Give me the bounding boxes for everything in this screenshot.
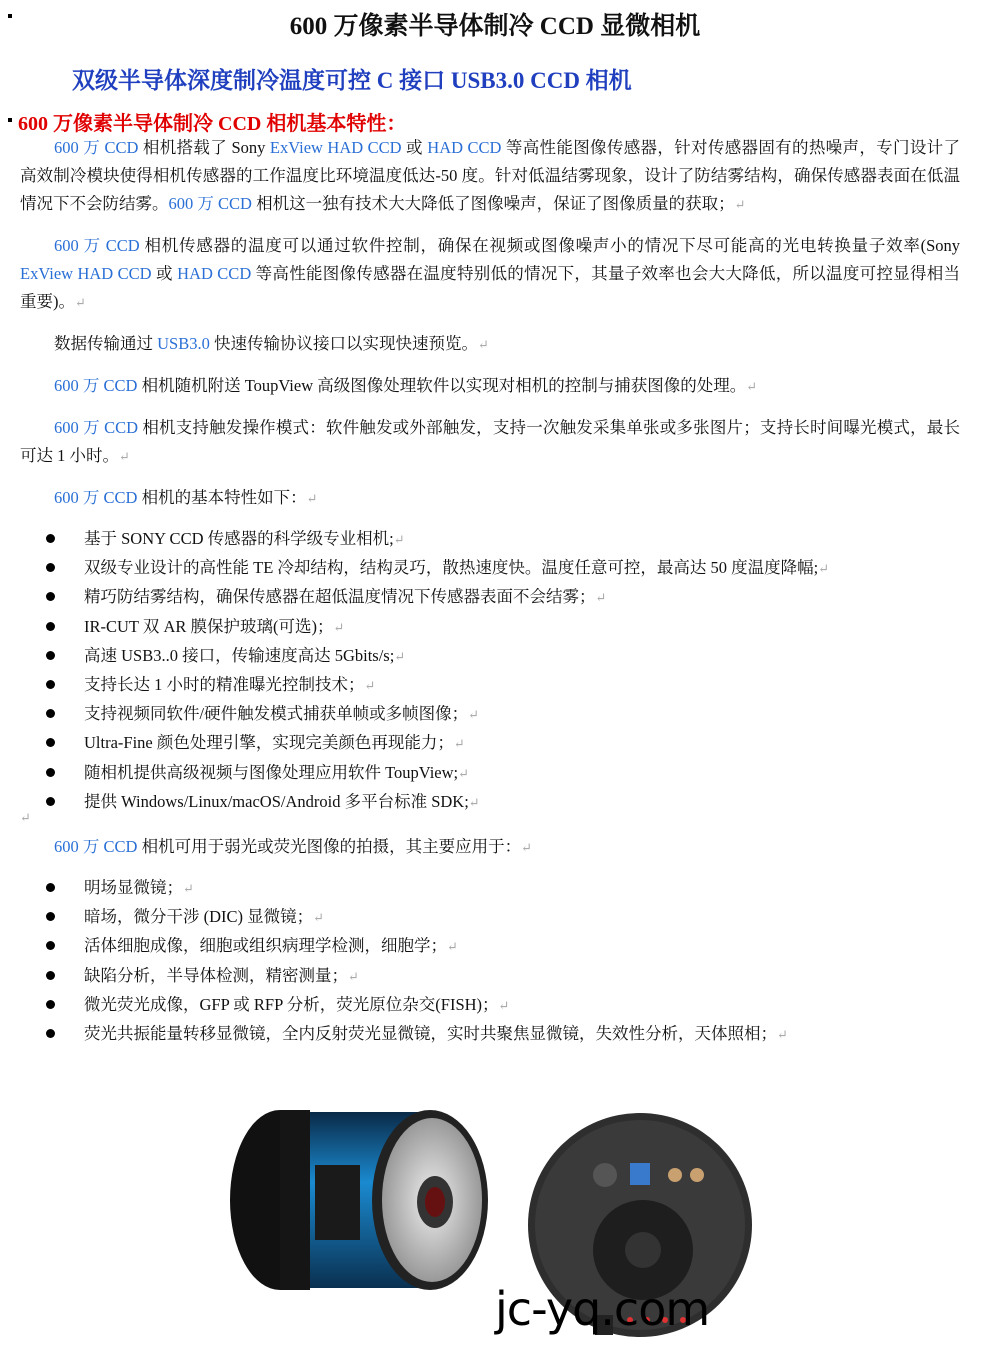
paragraph-mark: ↵ <box>468 707 479 723</box>
list-item-text: 基于 SONY CCD 传感器的科学级专业相机; <box>84 529 394 548</box>
usb3-port <box>630 1163 650 1185</box>
application-list <box>46 874 788 1049</box>
highlighted-text: 600 万 CCD <box>54 837 138 856</box>
paragraph-mark: ↵ <box>119 449 130 464</box>
highlighted-text: 600 万 CCD <box>54 138 139 157</box>
highlighted-text: 600 万 CCD <box>54 376 138 395</box>
bullet-mark <box>8 118 12 122</box>
paragraph-mark: ↵ <box>364 678 376 694</box>
feature-item <box>46 554 829 583</box>
paragraph-mark: ↵ <box>393 532 405 547</box>
text-segment: 相机可用于弱光或荧光图像的拍摄，其主要应用于： <box>137 837 522 856</box>
list-item-text: 高速 USB3..0 接口，传输速度高达 5Gbits/s; <box>84 645 395 665</box>
paragraph-mark: ↵ <box>734 197 746 212</box>
list-item-text: 暗场，微分干涉 (DIC) 显微镜； <box>84 907 314 927</box>
text-segment: 相机这一独有技术大大降低了图像噪声，保证了图像质量的获取； <box>251 194 735 213</box>
camera-front-image <box>220 1100 500 1310</box>
document-title: 600 万像素半导体制冷 CCD 显微相机 <box>289 13 701 40</box>
text-segment: 相机随机附送 ToupView 高级图像处理软件以实现对相机的控制与捕获图像的处理。 <box>137 376 747 395</box>
feature-item <box>46 788 829 817</box>
paragraph-mark: ↵ <box>20 810 31 825</box>
paragraph-mark: ↵ <box>818 561 830 577</box>
text-segment: 或 <box>401 138 428 157</box>
highlighted-text: HAD CCD <box>177 264 252 283</box>
paragraph-mark: ↵ <box>521 840 532 855</box>
text-segment: 快速传输协议接口以实现快速预览。 <box>209 334 478 353</box>
highlighted-text: 600 万 CCD <box>54 236 140 255</box>
paragraph-mark: ↵ <box>75 295 86 310</box>
text-segment: 相机的基本特性如下： <box>137 488 307 507</box>
paragraph-mark: ↵ <box>777 1027 788 1043</box>
paragraph <box>20 414 960 471</box>
highlighted-text: 600 万 CCD <box>168 194 252 213</box>
paragraph-mark: ↵ <box>746 379 758 394</box>
feature-item <box>46 759 829 788</box>
application-item <box>46 962 788 991</box>
text-segment: 等高性能图像传感器，针对传感器固有的热噪声，专门设计了高效制冷模块使得相机传感器的工作温度比环境温度低达-50 度。针对低温结雾现象，设计了防结雾结构，确保传感器表面在低温情况下不会防结雾。 <box>20 138 960 213</box>
text-segment: 数据传输通过 <box>54 334 158 353</box>
highlighted-text: ExView HAD CCD <box>20 264 152 283</box>
list-item-text: 支持长达 1 小时的精准曝光控制技术； <box>84 675 365 695</box>
paragraph-mark: ↵ <box>313 910 325 926</box>
paragraph-mark: ↵ <box>477 337 489 352</box>
feature-item <box>46 700 829 729</box>
paragraph-mark: ↵ <box>458 765 470 781</box>
text-segment: 或 <box>151 264 178 283</box>
paragraph-mark: ↵ <box>183 881 194 896</box>
highlighted-text: USB3.0 <box>157 334 210 353</box>
paragraph <box>20 232 960 317</box>
application-item <box>46 991 788 1020</box>
list-item-text: 支持视频同软件/硬件触发模式捕获单帧或多帧图像； <box>84 704 469 724</box>
list-item-text: 随相机提供高级视频与图像处理应用软件 ToupView; <box>84 762 459 782</box>
heat-sink-grille <box>315 1165 360 1240</box>
paragraph-mark: ↵ <box>306 491 318 506</box>
feature-list <box>46 525 829 817</box>
list-item-text: 活体细胞成像，细胞或组织病理学检测，细胞学； <box>84 936 447 956</box>
feature-item <box>46 525 829 554</box>
application-item <box>46 932 788 961</box>
list-item-text: 缺陷分析，半导体检测，精密测量； <box>84 965 348 985</box>
paragraph <box>20 372 960 401</box>
list-item-text: 提供 Windows/Linux/macOS/Android 多平台标准 SDK; <box>84 791 469 811</box>
list-item-text: 荧光共振能量转移显微镜，全内反射荧光显微镜，实时共聚焦显微镜，失效性分析，天体照相； <box>84 1024 777 1044</box>
application-item <box>46 1020 788 1049</box>
text-segment: 相机传感器的温度可以通过软件控制，确保在视频或图像噪声小的情况下尽可能高的光电转换量子效率(Sony <box>139 236 960 255</box>
highlighted-text: 600 万 CCD <box>54 418 138 437</box>
paragraph-mark: ↵ <box>333 619 345 635</box>
list-item-text: 精巧防结雾结构，确保传感器在超低温度情况下传感器表面不会结雾； <box>84 587 596 607</box>
feature-item <box>46 583 829 612</box>
paragraph-mark: ↵ <box>595 590 607 606</box>
highlighted-text: HAD CCD <box>427 138 502 157</box>
paragraph-mark: ↵ <box>394 648 406 664</box>
paragraph-mark: ↵ <box>348 968 359 984</box>
paragraph-mark: ↵ <box>498 997 510 1013</box>
list-item-text: IR-CUT 双 AR 膜保护玻璃(可选)； <box>84 616 334 636</box>
paragraph-mark: ↵ <box>453 736 465 752</box>
filter-wheel-port <box>593 1163 617 1187</box>
application-item <box>46 874 788 903</box>
text-segment: 相机搭载了 Sony <box>138 138 270 157</box>
list-item-text: Ultra-Fine 颜色处理引擎，实现完美颜色再现能力； <box>84 733 454 753</box>
list-item-text: 明场显微镜； <box>84 878 183 897</box>
paragraph <box>20 833 960 862</box>
paragraph-mark: ↵ <box>447 939 458 955</box>
paragraph <box>20 484 960 513</box>
section-heading: 600 万像素半导体制冷 CCD 相机基本特性： <box>18 113 407 135</box>
paragraph-mark: ↵ <box>468 794 480 810</box>
application-item <box>46 903 788 932</box>
feature-item <box>46 729 829 758</box>
feature-item <box>46 613 829 642</box>
feature-item <box>46 642 829 671</box>
text-segment: 等高性能图像传感器在温度特别低的情况下，其量子效率也会大大降低，所以温度可控显得相当重要)。 <box>20 264 960 311</box>
list-item-text: 微光荧光成像，GFP 或 RFP 分析，荧光原位杂交(FISH)； <box>84 994 499 1014</box>
text-segment: 相机支持触发操作模式：软件触发或外部触发，支持一次触发采集单张或多张图片；支持长时间曝光模式，最长可达 1 小时。 <box>20 418 960 465</box>
highlighted-text: ExView HAD CCD <box>269 138 402 157</box>
list-item-text: 双级专业设计的高性能 TE 冷却结构，结构灵巧，散热速度快。温度任意可控，最高达 50 度温度降幅; <box>84 558 819 578</box>
highlighted-text: 600 万 CCD <box>54 488 138 507</box>
document-subtitle: 双级半导体深度制冷温度可控 C 接口 USB3.0 CCD 相机 <box>72 68 632 93</box>
feature-item <box>46 671 829 700</box>
watermark: jc-yq.com <box>495 1282 710 1336</box>
paragraph <box>20 134 960 219</box>
paragraph <box>20 330 960 359</box>
